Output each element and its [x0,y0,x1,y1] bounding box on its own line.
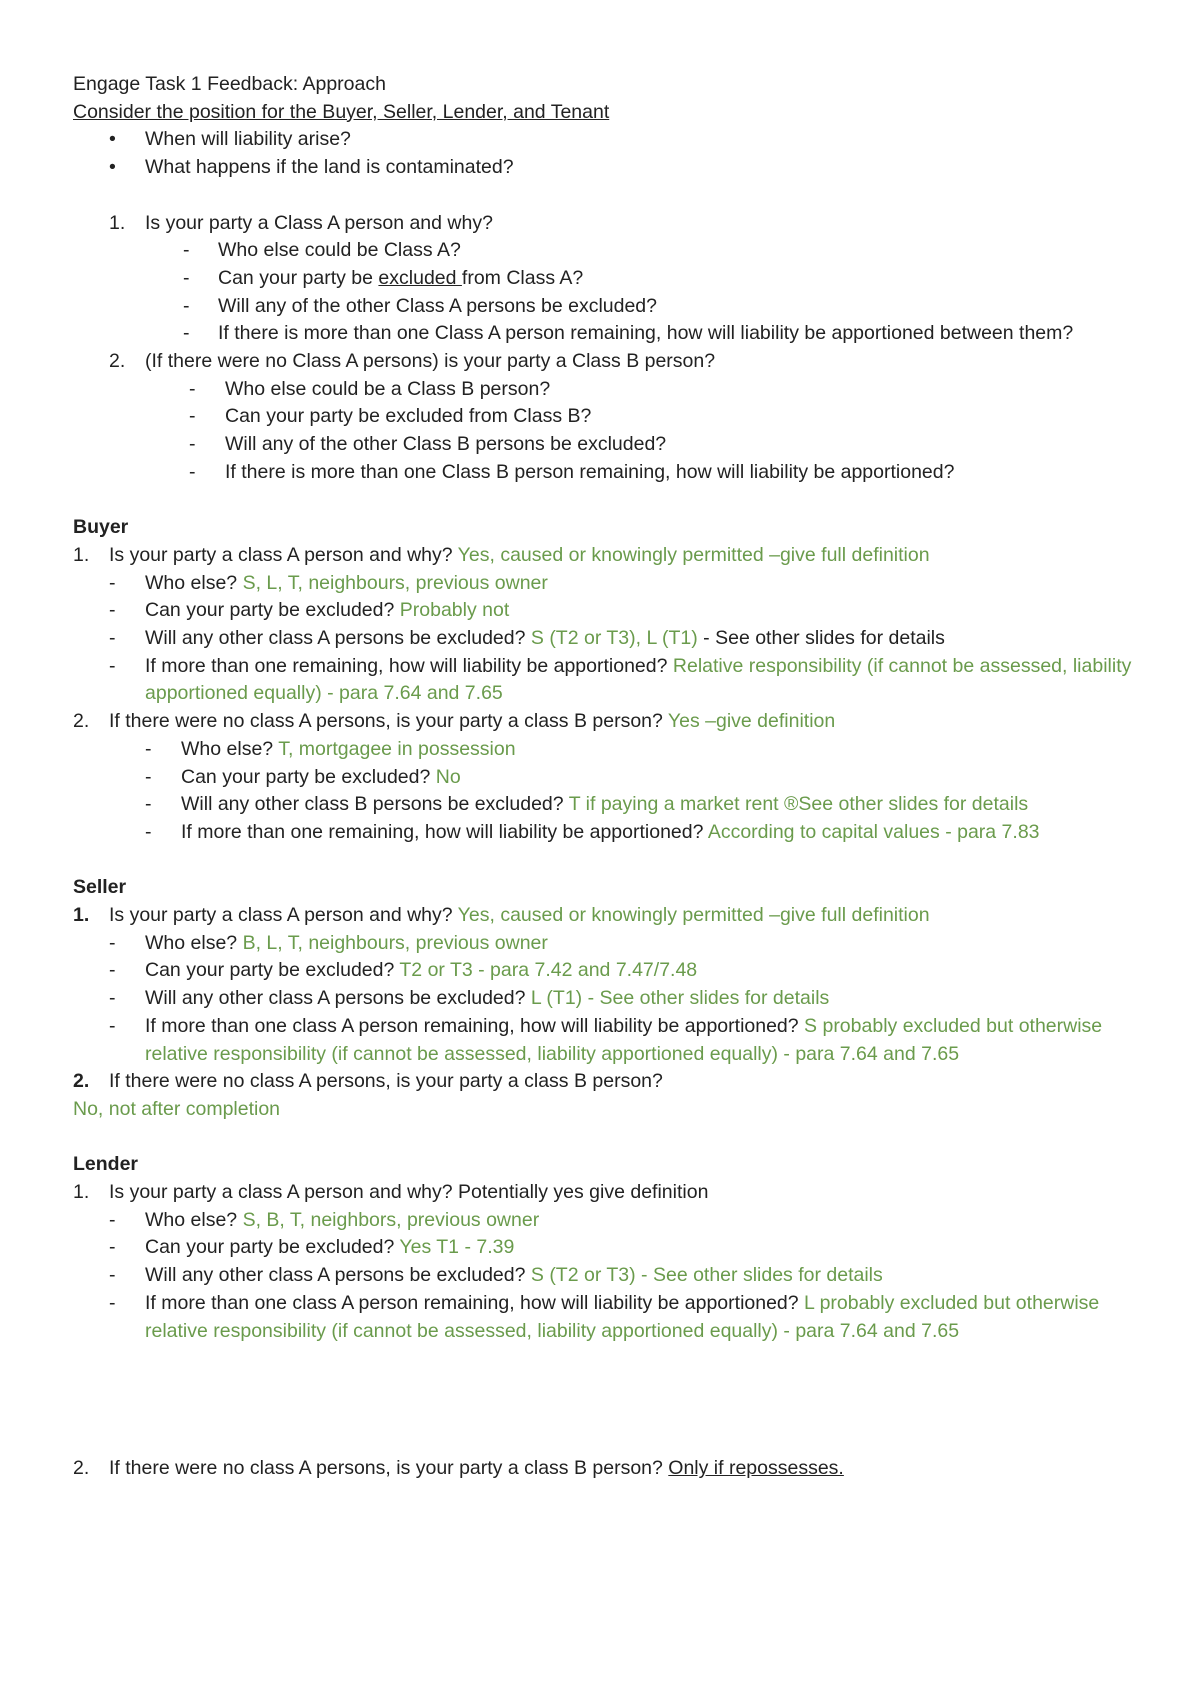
dash-marker: - [145,765,152,788]
question-text: Who else? [181,737,279,760]
lender-sub-item [73,1262,1143,1290]
lender-heading: Lender [73,1153,139,1176]
answer-text: T2 or T3 - para 7.42 and 7.47/7.48 [399,959,698,982]
question-text: If there were no class A persons, is your party a class B person? [109,710,668,733]
question-text: Is your party a class A person and why? [109,543,458,566]
dash-marker: - [109,654,116,677]
seller-sub-item [73,1013,1143,1068]
dash-marker: - [109,1264,116,1287]
question-text: Who else? [145,571,243,594]
question-text: Will any other class A persons be excluded? [145,627,531,650]
approach-sub-item [73,431,1143,459]
answer-text: T if paying a market rent ®See other slides for details [568,793,1029,816]
answer-text: S (T2 or T3) - See other slides for details [530,1264,883,1287]
dash-marker: - [145,737,152,760]
approach-sub-item [73,237,1143,265]
answer-text: Yes, caused or knowingly permitted –give full definition [457,543,930,566]
dash-marker: - [189,405,196,428]
list-number: 1. [73,1181,90,1204]
approach-sub-item [73,376,1143,404]
buyer-sub-item [73,625,1143,653]
document-page [73,71,1143,1483]
item-text: Who else could be Class A? [218,239,461,262]
lender-question-2 [73,1455,1143,1483]
lender-sub-item [73,1290,1143,1345]
question-text: Is your party a Class A person and why? [145,211,493,234]
answer-text: Relative responsibility (if cannot be assessed, liability apportioned equally) - para 7.64 and 7.65 [145,654,1132,705]
list-number: 1. [73,904,90,927]
item-text: Will any of the other Class A persons be excluded? [218,294,657,317]
list-number: 2. [109,350,126,373]
dash-marker: - [109,1291,116,1314]
question-text: Will any other class B persons be excluded? [181,793,569,816]
dash-marker: - [145,793,152,816]
answer-text: Probably not [399,599,510,622]
dash-marker: - [183,266,190,289]
answer-text: S (T2 or T3), L (T1) [530,627,698,650]
dash-marker: - [109,959,116,982]
question-text: If more than one class A person remaining, how will liability be apportioned? [145,1291,805,1314]
question-text: Can your party be excluded? [181,765,436,788]
dash-marker: - [109,599,116,622]
answer-text: L (T1) - See other slides for details [530,987,830,1010]
buyer-sub-item [73,819,1143,847]
answer-text: Yes, caused or knowingly permitted –give full definition [457,904,930,927]
intro-bullet [73,154,1143,182]
question-text: If more than one class A person remaining, how will liability be apportioned? [145,1014,805,1037]
list-number: 2. [73,1457,90,1480]
approach-question-2 [73,348,1143,376]
list-number: 2. [73,710,90,733]
dash-marker: - [189,377,196,400]
buyer-sub-item [73,570,1143,598]
question-text: Will any other class A persons be excluded? [145,987,531,1010]
dash-marker: - [109,1236,116,1259]
question-text: If there were no class A persons, is your party a class B person? [109,1070,663,1093]
seller-question-2 [73,1068,1143,1096]
question-text: Can your party be excluded? [145,959,400,982]
approach-sub-item [73,459,1143,487]
question-text: Can your party be excluded? [145,599,400,622]
seller-sub-item [73,985,1143,1013]
buyer-heading: Buyer [73,516,129,539]
dash-marker: - [189,460,196,483]
seller-heading: Seller [73,876,127,899]
item-text: If there is more than one Class A person remaining, how will liability be apportioned between them? [218,322,1074,345]
seller-question-1 [73,902,1143,930]
dash-marker: - [109,931,116,954]
buyer-sub-item [73,764,1143,792]
question-text: - See other slides for details [697,627,945,650]
question-text: Who else? [145,1208,243,1231]
lender-sub-item [73,1234,1143,1262]
answer-text: L probably excluded but otherwise relative responsibility (if cannot be assessed, liability apportioned equally) - para 7.64 and 7.65 [145,1291,1100,1342]
answer-text: S, L, T, neighbours, previous owner [242,571,548,594]
answer-text: Yes T1 - 7.39 [399,1236,515,1259]
buyer-question-2 [73,708,1143,736]
item-text: If there is more than one Class B person remaining, how will liability be apportioned? [225,460,955,483]
buyer-sub-item [73,597,1143,625]
intro-bullet [73,126,1143,154]
bullet-text: What happens if the land is contaminated? [145,156,514,179]
dash-marker: - [109,627,116,650]
question-text: Is your party a class A person and why? [109,904,458,927]
bullet-marker: • [109,156,116,179]
lender-question-1 [73,1179,1143,1207]
answer-text: T, mortgagee in possession [278,737,516,760]
answer-text: Yes –give definition [667,710,836,733]
question-text: If more than one remaining, how will liability be apportioned? [145,654,673,677]
buyer-sub-item [73,736,1143,764]
question-text: If more than one remaining, how will liability be apportioned? [181,820,708,843]
item-text [218,265,1143,293]
answer-text: S, B, T, neighbors, previous owner [242,1208,540,1231]
document-title: Engage Task 1 Feedback: Approach [73,73,386,95]
answer-text: Only if repossesses. [668,1457,844,1480]
answer-text: B, L, T, neighbours, previous owner [242,931,548,954]
item-text: Who else could be a Class B person? [225,377,551,400]
document-subtitle: Consider the position for the Buyer, Seller, Lender, and Tenant [73,100,610,123]
bullet-text: When will liability arise? [145,128,351,151]
dash-marker: - [109,571,116,594]
dash-marker: - [183,239,190,262]
list-number: 1. [109,211,126,234]
buyer-question-1 [73,542,1143,570]
question-text: (If there were no Class A persons) is your party a Class B person? [145,350,716,373]
approach-sub-item [73,265,1143,293]
item-text-part: from Class A? [461,266,584,289]
dash-marker: - [145,820,152,843]
item-text-part: Can your party be [218,266,379,289]
seller-answer-2: No, not after completion [73,1097,281,1120]
approach-sub-item [73,403,1143,431]
question-text: If there were no class A persons, is your party a class B person? [109,1457,669,1480]
answer-text: S probably excluded but otherwise relative responsibility (if cannot be assessed, liability apportioned equally) - para 7.64 and 7.65 [145,1014,1103,1065]
dash-marker: - [109,1208,116,1231]
question-text: Is your party a class A person and why? Potentially yes give definition [109,1181,709,1204]
question-text: Can your party be excluded? [145,1236,400,1259]
dash-marker: - [183,294,190,317]
dash-marker: - [109,1014,116,1037]
underlined-word: excluded [378,266,462,289]
dash-marker: - [183,322,190,345]
question-text: Will any other class A persons be excluded? [145,1264,531,1287]
lender-sub-item [73,1207,1143,1235]
bullet-marker: • [109,128,116,151]
dash-marker: - [189,433,196,456]
buyer-sub-item [73,791,1143,819]
approach-sub-item [73,293,1143,321]
seller-sub-item [73,930,1143,958]
approach-sub-item [73,320,1143,348]
item-text: Can your party be excluded from Class B? [225,405,592,428]
answer-text: According to capital values - para 7.83 [707,820,1040,843]
question-text: Who else? [145,931,243,954]
approach-question-1 [73,210,1143,238]
buyer-sub-item [73,653,1143,708]
dash-marker: - [109,987,116,1010]
list-number: 1. [73,543,90,566]
answer-text: No [435,765,461,788]
item-text: Will any of the other Class B persons be excluded? [225,433,667,456]
seller-sub-item [73,957,1143,985]
list-number: 2. [73,1070,90,1093]
